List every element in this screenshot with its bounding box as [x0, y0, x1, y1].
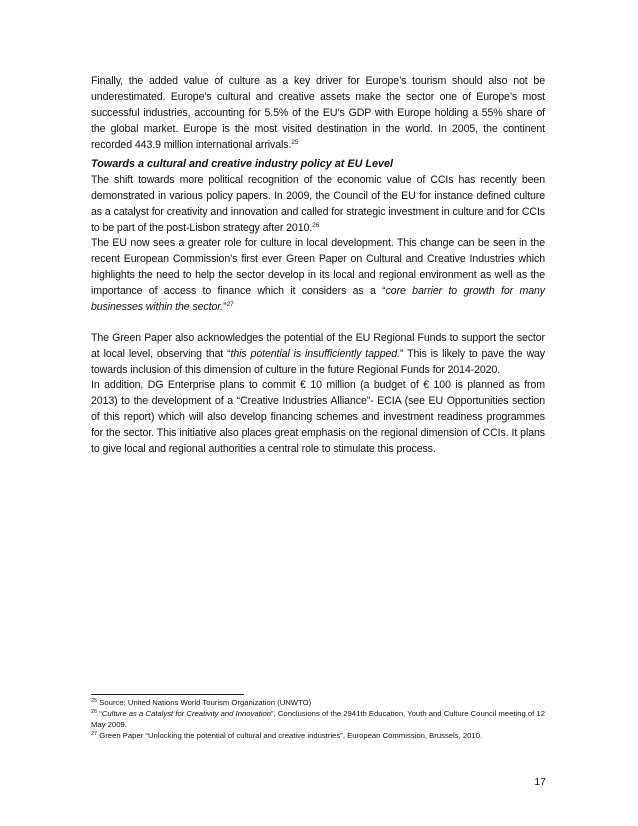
paragraph-text: The EU now sees a greater role for culture in local development. This change can be seen in the recent European Commission’s first ever Green Paper on Cultural and Creative Industries which highlights the need to help the sector develop in its local and regional environment as well as the importance of access to finance which it considers as a “	[91, 237, 545, 297]
paragraph-regional-funds	[91, 330, 545, 378]
footnote-ref: 26	[312, 222, 320, 229]
footnote-separator	[91, 694, 244, 695]
footnote-number: 25	[91, 698, 98, 704]
section-heading: Towards a cultural and creative industry policy at EU Level	[91, 158, 394, 170]
paragraph-tourism	[91, 73, 545, 153]
quoted-phrase: this potential is insufficiently tapped.	[230, 348, 400, 360]
quoted-phrase: core barrier to growth for many businesses within the sector.	[91, 285, 545, 313]
footnote-ref: 25	[291, 139, 299, 146]
footnote-25	[91, 697, 545, 708]
footnote-27	[91, 730, 545, 741]
page-number: 17	[534, 776, 546, 788]
footnote-ref: 27	[226, 301, 234, 308]
paragraph-local-development	[91, 235, 545, 315]
footnote-text-pre: “	[97, 709, 102, 718]
footnote-number: 27	[91, 731, 98, 737]
paragraph-text: The shift towards more political recognition of the economic value of CCIs has recently been demonstrated in various policy papers. In 2009, the Council of the EU for instance defined culture as a catalyst for creativity and innovation and called for strategic investment in culture and for CCIs to be part of the post-Lisbon strategy after 2010.	[91, 174, 545, 234]
footnote-text: Source: United Nations World Tourism Organization (UNWTO)	[97, 698, 312, 707]
paragraph-policy-recognition	[91, 172, 545, 236]
paragraph-text: Finally, the added value of culture as a key driver for Europe’s tourism should also not be underestimated. Europe’s cultural and creative assets make the sector one of Europe’s most successful industries, accounting for 5.5% of the EU’s GDP with Europe holding a 55% share of the global market. Europe is the most visited destination in the world. In 2005, the continent recorded 443.9 million international arrivals.	[91, 75, 545, 151]
paragraph-dg-enterprise	[91, 377, 545, 457]
footnote-26	[91, 708, 545, 730]
footnote-italic-title: Culture as a Catalyst for Creativity and Innovation	[101, 709, 272, 718]
closing-quote: ”	[223, 301, 227, 313]
paragraph-text: The Green Paper also acknowledges the potential of the EU Regional Funds to support the sector at local level, observing that “	[91, 332, 545, 360]
footnote-text-post: ”, Conclusions of the 2941th Education, Youth and Culture Council meeting of 12 May 2009.	[91, 709, 545, 729]
footnote-text: Green Paper “Unlocking the potential of cultural and creative industries”, European Commission, Brussels, 2010.	[97, 731, 483, 740]
paragraph-text: In addition, DG Enterprise plans to commit € 10 million (a budget of € 100 is planned as from 2013) to the development of a “Creative Industries Alliance”- ECIA (see EU Opportunities section of this report) which will also develop financing schemes and investment readiness programmes for the sector. This initiative also places great emphasis on the regional dimension of CCIs. It plans to give local and regional authorities a central role to stimulate this process.	[91, 379, 545, 455]
paragraph-text-after: ” This is likely to pave the way towards inclusion of this dimension of culture in the future Regional Funds for 2014-2020.	[91, 348, 545, 376]
footnote-number: 26	[91, 709, 98, 715]
